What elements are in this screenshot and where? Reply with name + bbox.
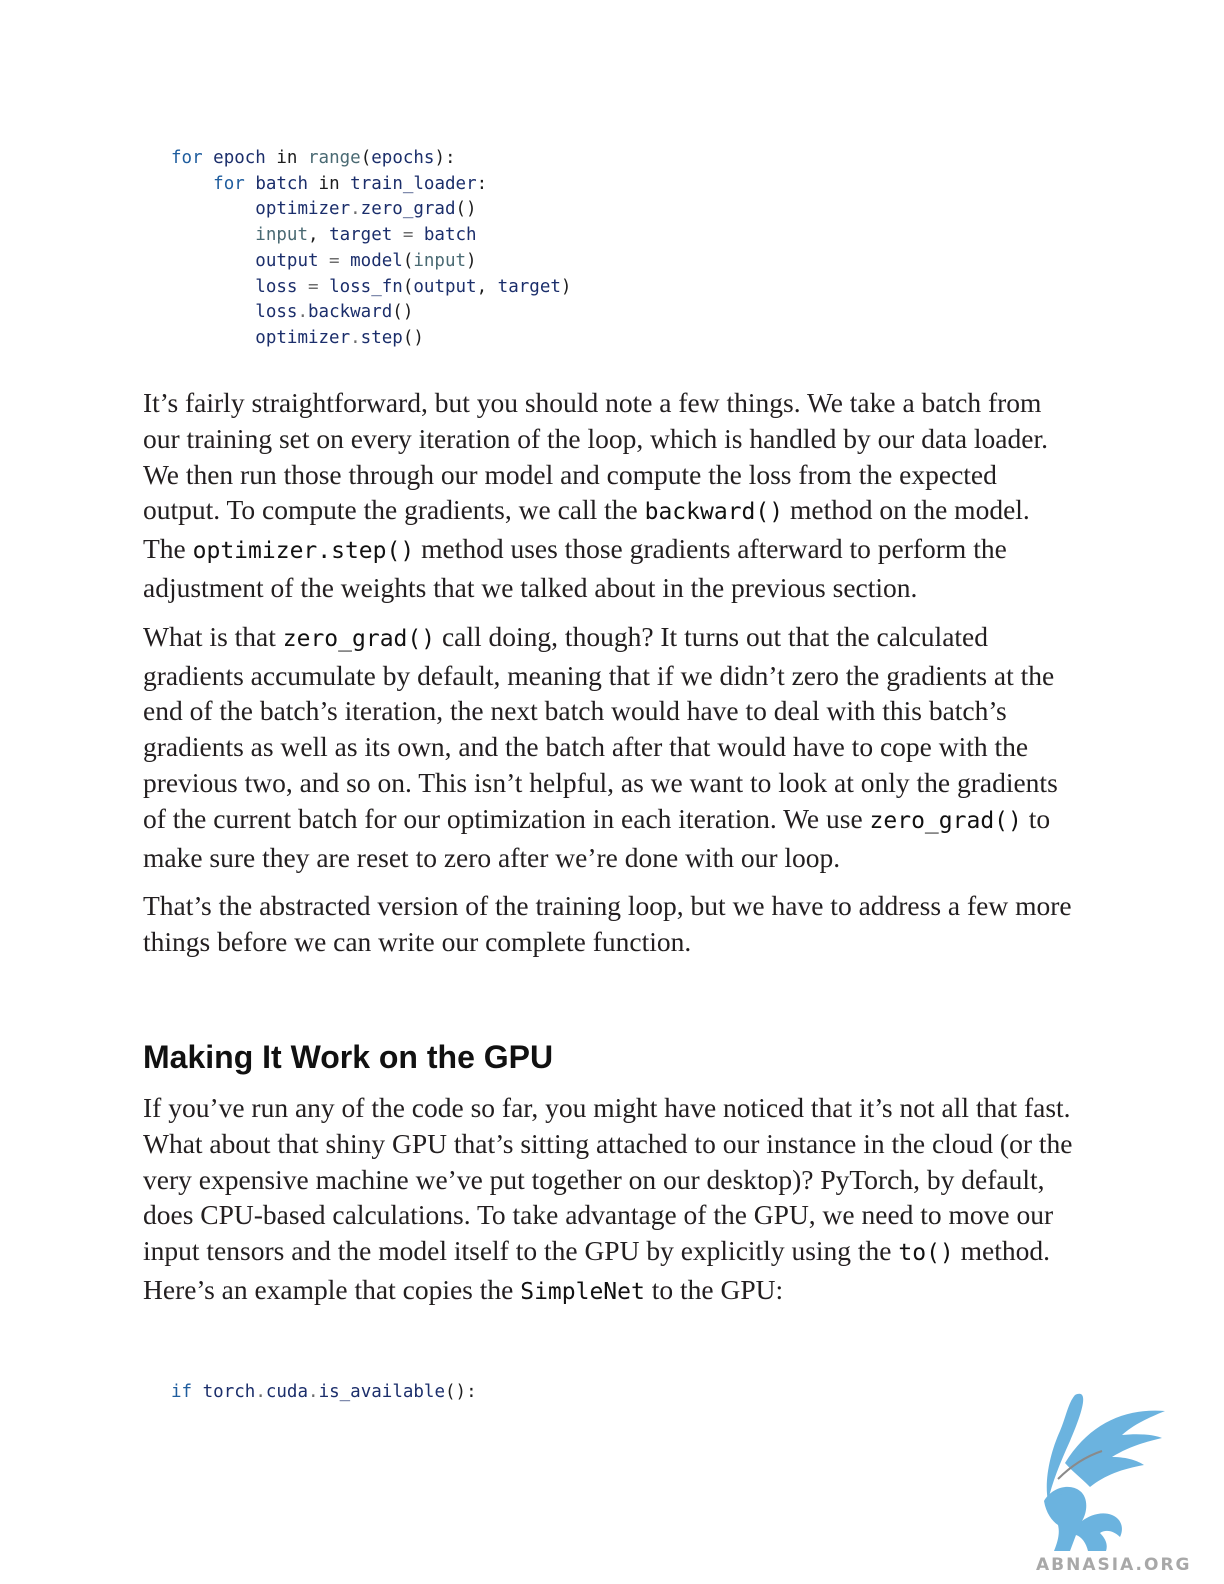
paragraph: If you’ve run any of the code so far, you might have noticed that it’s not all that fast. What about that shiny GPU that’s sitting attached to our instance in the cloud (or the very expensive machine we’ve put together on our desktop)? PyTorch, by default, does CPU-based calculations. To take advantage of the GPU, we need to move our input tensors and the model itself to the GPU by explicitly using the to() method. Here’s an example that copies the SimpleNet to the GPU: xyxy=(143,1092,1073,1305)
code-line: for epoch in range(epochs): xyxy=(171,148,456,168)
body-text-upper xyxy=(143,385,1073,973)
code-line: optimizer.zero_grad() xyxy=(255,199,477,220)
paragraph: What is that zero_grad() call doing, though? It turns out that the calculated gradients accumulate by default, meaning that if we didn’t zero the gradients at the end of the batch’s iteration, the next batch would have to deal with this batch’s gradients as well as its own, and the batch after that would have to cope with the previous two, and so on. This isn’t helpful, as we want to look at only the gradients of the current batch for our optimization in each iteration. We use zero_grad() to make sure they are reset to zero after we’re done with our loop. xyxy=(143,620,1058,873)
code-block-cuda-check xyxy=(171,1380,477,1406)
inline-code: SimpleNet xyxy=(520,1278,645,1305)
code-line: loss.backward() xyxy=(255,302,414,323)
code-line: output = model(input) xyxy=(255,250,477,271)
inline-code: to() xyxy=(898,1240,954,1267)
watermark-text: ABNASIA.ORG xyxy=(1036,1555,1192,1575)
paragraph: It’s fairly straightforward, but you should note a few things. We take a batch from our training set on every iteration of the loop, which is handled by our data loader. We then run those through our model and compute the loss from the expected output. To compute the gradients, we call the backward() method on the model. The optimizer.step() method uses those gradients afterward to perform the adjustment of the weights that we talked about in the previous section. xyxy=(143,387,1048,603)
inline-code: backward() xyxy=(644,499,784,526)
inline-code: zero_grad() xyxy=(282,625,436,652)
inline-code: zero_grad() xyxy=(869,807,1022,834)
code-line: input, target = batch xyxy=(255,225,477,246)
section-heading: Making It Work on the GPU xyxy=(143,1039,554,1075)
code-line: optimizer.step() xyxy=(255,327,424,348)
code-line: loss = loss_fn(output, target) xyxy=(255,276,572,297)
inline-code: optimizer.step() xyxy=(192,538,415,565)
code-line: for batch in train_loader: xyxy=(213,173,488,194)
griffin-logo-icon xyxy=(1030,1383,1180,1558)
paragraph: That’s the abstracted version of the training loop, but we have to address a few more things before we can write our complete function. xyxy=(143,890,1072,958)
body-text-lower xyxy=(143,1090,1073,1324)
code-line: if torch.cuda.is_available(): xyxy=(171,1382,477,1402)
code-block-training-loop xyxy=(171,146,571,352)
